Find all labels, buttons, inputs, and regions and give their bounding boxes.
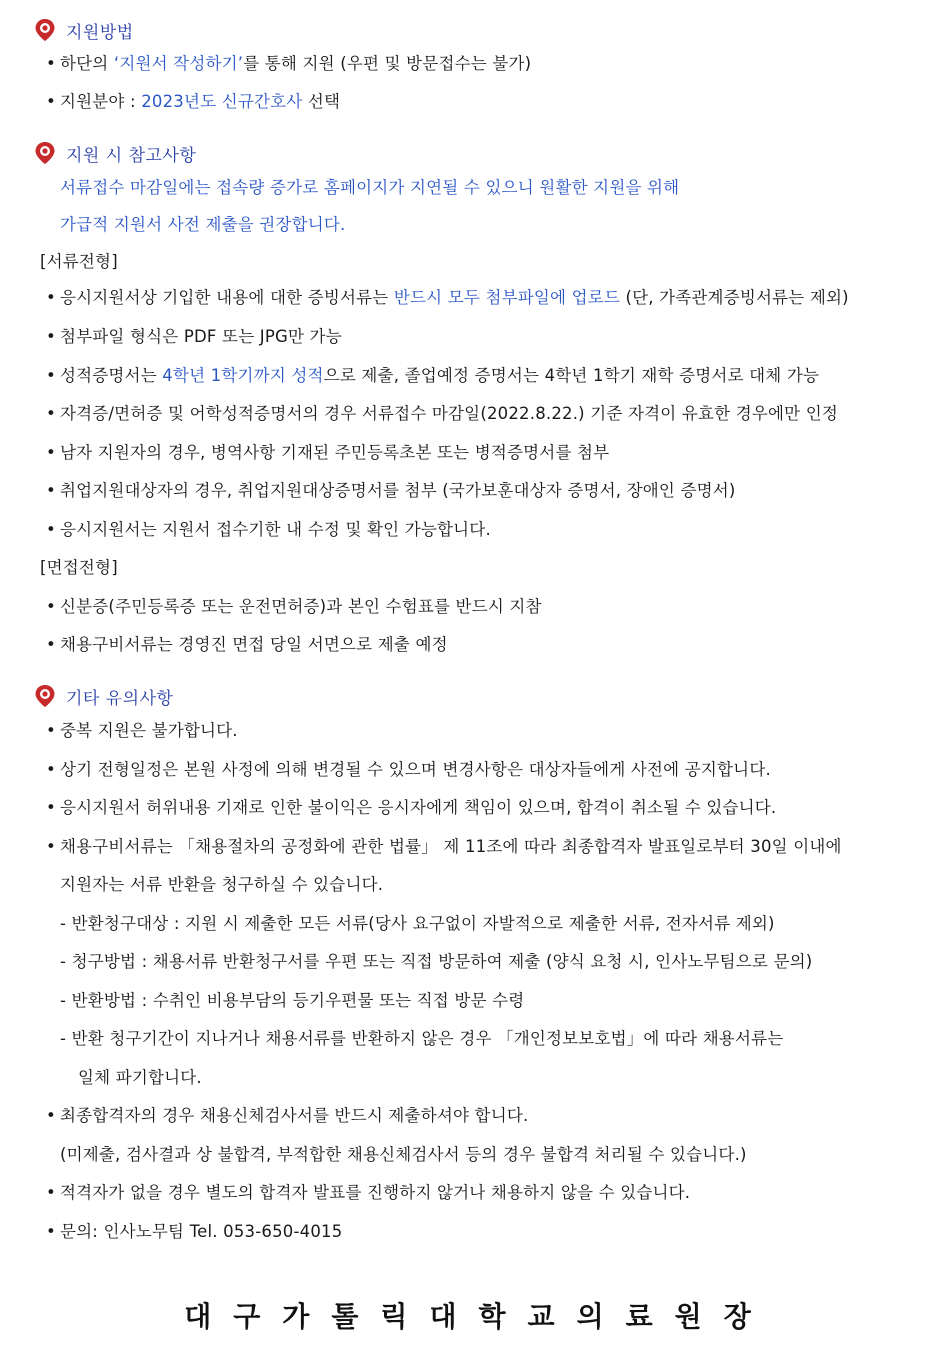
text: 성적증명서는: [60, 366, 163, 385]
list-item: [46, 403, 838, 425]
text: 지원분야 :: [60, 92, 142, 111]
list-item: [46, 365, 819, 387]
bullet: •: [46, 837, 56, 856]
section-header-etc: [34, 683, 173, 709]
text: 응시지원서상 기입한 내용에 대한 증빙서류는: [60, 288, 394, 307]
list-item: [46, 634, 448, 656]
list-item: [46, 287, 849, 309]
sub-item: - 반환청구대상 : 지원 시 제출한 모든 서류(당사 요구없이 자발적으로 제출한 서류, 전자서류 제외): [60, 914, 775, 933]
list-item: [46, 326, 342, 348]
bullet: •: [46, 721, 56, 740]
location-pin-icon: [34, 684, 56, 708]
sub-item: - 반환방법 : 수취인 비용부담의 등기우편물 또는 직접 방문 수령: [60, 991, 525, 1010]
text: 상기 전형일정은 본원 사정에 의해 변경될 수 있으며 변경사항은 대상자들에게 사전에 공지합니다.: [60, 760, 771, 779]
bullet: •: [46, 1106, 56, 1125]
highlight-text: 반드시 모두 첨부파일에 업로드: [393, 288, 621, 307]
list-item: [46, 480, 736, 502]
list-item: [46, 759, 771, 781]
bullet: •: [46, 92, 56, 111]
highlight-text: 4학년 1학기까지 성적: [162, 366, 324, 385]
bullet: •: [46, 760, 56, 779]
contact-text: 문의: 인사노무팀 Tel. 053-650-4015: [60, 1222, 343, 1241]
text: 응시지원서는 지원서 접수기한 내 수정 및 확인 가능합니다.: [60, 520, 491, 539]
text: 채용구비서류는 「채용절차의 공정화에 관한 법률」 제 11조에 따라 최종합격자 발표일로부터 30일 이내에: [60, 837, 842, 856]
list-item: [46, 442, 609, 464]
subsection-heading: [서류전형]: [40, 252, 118, 271]
text: 선택: [302, 92, 341, 111]
sub-item: - 반환 청구기간이 지나거나 채용서류를 반환하지 않은 경우 「개인정보보호법」에 따라 채용서류는: [60, 1029, 784, 1048]
bullet: •: [46, 481, 56, 500]
text: 하단의: [60, 54, 114, 73]
bullet: •: [46, 366, 56, 385]
bullet: •: [46, 288, 56, 307]
bullet: •: [46, 520, 56, 539]
list-item: [46, 53, 531, 75]
text: 첨부파일 형식은 PDF 또는 JPG만 가능: [60, 327, 342, 346]
subsection-heading: [면접전형]: [40, 558, 118, 577]
text: 남자 지원자의 경우, 병역사항 기재된 주민등록초본 또는 병적증명서를 첨부: [60, 443, 610, 462]
section-header-apply: [34, 17, 134, 43]
list-item: [46, 519, 491, 541]
list-item: [46, 596, 542, 618]
text: 자격증/면허증 및 어학성적증명서의 경우 서류접수 마감일(2022.8.22.) 기준 자격이 유효한 경우에만 인정: [60, 404, 838, 423]
list-item: [46, 1221, 342, 1243]
bullet: •: [46, 635, 56, 654]
bullet: •: [46, 54, 56, 73]
bullet: •: [46, 798, 56, 817]
section-title: 지원 시 참고사항: [66, 145, 197, 166]
list-item: [46, 836, 842, 858]
list-item: [46, 720, 238, 742]
list-item: [46, 797, 776, 819]
section-title: 기타 유의사항: [66, 688, 174, 709]
notice-text: 가급적 지원서 사전 제출을 권장합니다.: [60, 215, 346, 234]
highlight-text: ‘지원서 작성하기’: [113, 54, 244, 73]
section-title: 지원방법: [66, 22, 134, 43]
highlight-text: 2023년도 신규간호사: [141, 92, 303, 111]
section-header-notes: [34, 140, 196, 166]
text: (단, 가족관계증빙서류는 제외): [620, 288, 849, 307]
text: 응시지원서 허위내용 기재로 인한 불이익은 응시자에게 책임이 있으며, 합격이 취소될 수 있습니다.: [60, 798, 777, 817]
bullet: •: [46, 1222, 56, 1241]
text: 신분증(주민등록증 또는 운전면허증)과 본인 수험표를 반드시 지참: [60, 597, 542, 616]
bullet: •: [46, 327, 56, 346]
text: 중복 지원은 불가합니다.: [60, 721, 238, 740]
text: 으로 제출, 졸업예정 증명서는 4학년 1학기 재학 증명서로 대체 가능: [323, 366, 820, 385]
text: 취업지원대상자의 경우, 취업지원대상증명서를 첨부 (국가보훈대상자 증명서, 장애인 증명서): [60, 481, 736, 500]
list-item: [46, 91, 340, 113]
text: 최종합격자의 경우 채용신체검사서를 반드시 제출하셔야 합니다.: [60, 1106, 529, 1125]
list-item-continuation: 지원자는 서류 반환을 청구하실 수 있습니다.: [60, 875, 384, 894]
sub-item: - 청구방법 : 채용서류 반환청구서를 우편 또는 직접 방문하여 제출 (양식 요청 시, 인사노무팀으로 문의): [60, 952, 813, 971]
text: 채용구비서류는 경영진 면접 당일 서면으로 제출 예정: [60, 635, 448, 654]
bullet: •: [46, 597, 56, 616]
issuer-signature: 대구가톨릭대학교의료원장: [184, 1300, 773, 1333]
sub-item-continuation: 일체 파기합니다.: [78, 1068, 202, 1087]
bullet: •: [46, 1183, 56, 1202]
bullet: •: [46, 404, 56, 423]
location-pin-icon: [34, 18, 56, 42]
text: 적격자가 없을 경우 별도의 합격자 발표를 진행하지 않거나 채용하지 않을 수 있습니다.: [60, 1183, 691, 1202]
list-item-continuation: (미제출, 검사결과 상 불합격, 부적합한 채용신체검사서 등의 경우 불합격 처리될 수 있습니다.): [60, 1145, 747, 1164]
text: 를 통해 지원 (우편 및 방문접수는 불가): [243, 54, 532, 73]
list-item: [46, 1182, 690, 1204]
bullet: •: [46, 443, 56, 462]
notice-text: 서류접수 마감일에는 접속량 증가로 홈페이지가 지연될 수 있으니 원활한 지원을 위해: [60, 178, 680, 197]
list-item: [46, 1105, 528, 1127]
location-pin-icon: [34, 141, 56, 165]
